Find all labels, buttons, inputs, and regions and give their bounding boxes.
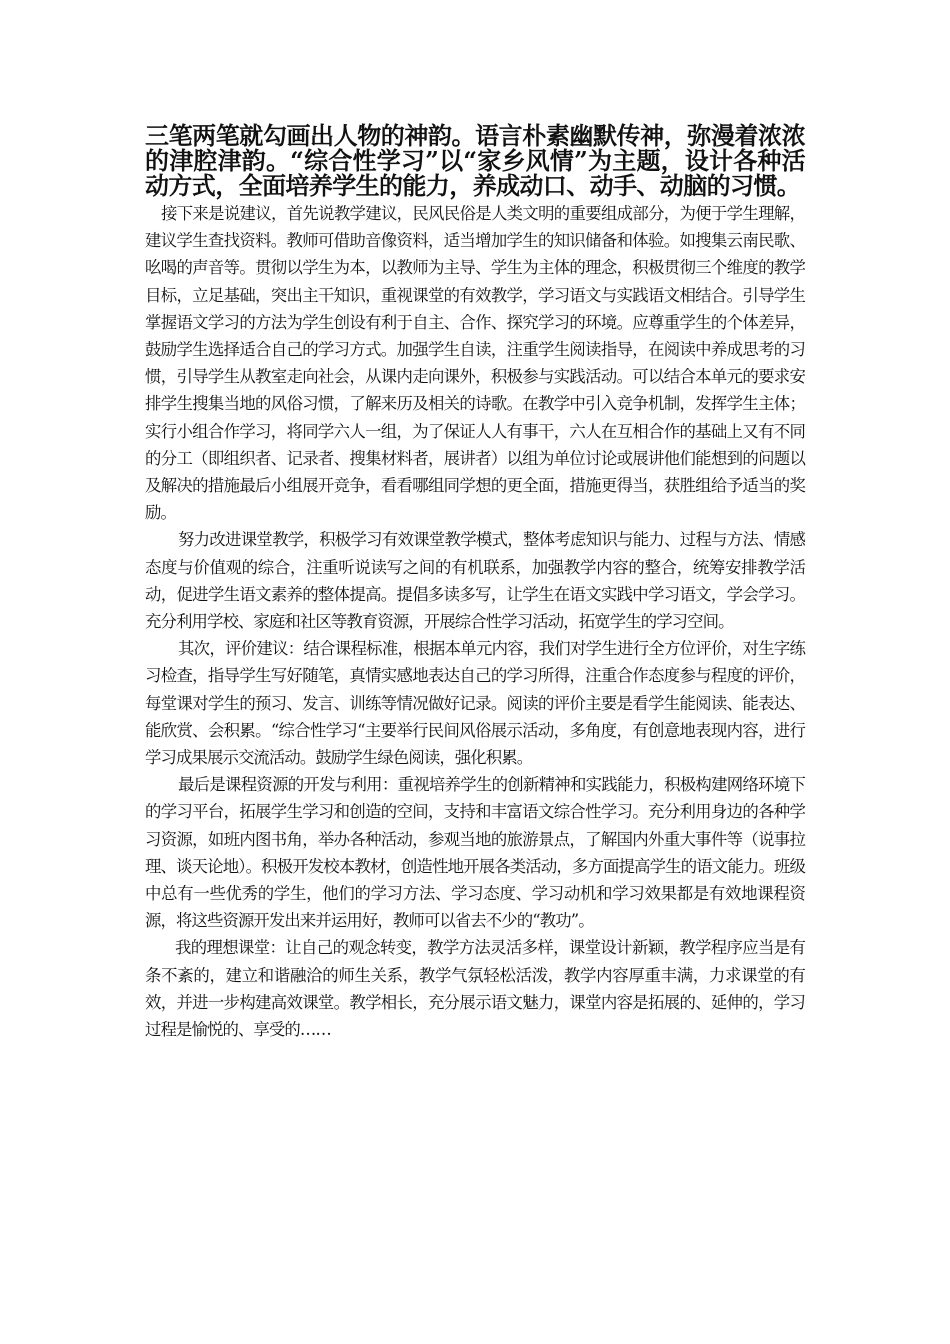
- paragraph-ideal-classroom: 我的理想课堂：让自己的观念转变，教学方法灵活多样，课堂设计新颖，教学程序应当是有条不紊的，建立和谐融洽的师生关系，教学气氛轻松活泼，教学内容厚重丰满，力求课堂的有效，并进一步构建高效课堂。教学相长，充分展示语文魅力，课堂内容是拓展的、延伸的，学习过程是愉悦的、享受的……: [145, 938, 805, 1040]
- document-page: [145, 123, 805, 1043]
- paragraph-resources: 最后是课程资源的开发与利用：重视培养学生的创新精神和实践能力，积极构建网络环境下的学习平台，拓展学生学习和创造的空间，支持和丰富语文综合性学习。充分利用身边的各种学习资源，如班内图书角，举办各种活动，参观当地的旅游景点，了解国内外重大事件等（说事拉理、谈天论地）。积极开发校本教材，创造性地开展各类活动，多方面提高学生的语文能力。班级中总有一些优秀的学生，他们的学习方法、学习态度、学习动机和学习效果都是有效地课程资源，将这些资源开发出来并运用好，教师可以省去不少的“教功”。: [145, 775, 805, 931]
- paragraph-suggestions: 接下来是说建议，首先说教学建议，民风民俗是人类文明的重要组成部分，为便于学生理解，建议学生查找资料。教师可借助音像资料，适当增加学生的知识储备和体验。如搜集云南民歌、吆喝的声音等。贯彻以学生为本，以教师为主导、学生为主体的理念，积极贯彻三个维度的教学目标，立足基础，突出主干知识，重视课堂的有效教学，学习语文与实践语文相结合。引导学生掌握语文学习的方法为学生创设有利于自主、合作、探究学习的环境。应尊重学生的个体差异，鼓励学生选择适合自己的学习方式。加强学生自读，注重学生阅读指导，在阅读中养成思考的习惯，引导学生从教室走向社会，从课内走向课外，积极参与实践活动。可以结合本单元的要求安排学生搜集当地的风俗习惯，了解来历及相关的诗歌。在教学中引入竞争机制，发挥学生主体；实行小组合作学习，将同学六人一组，为了保证人人有事干，六人在互相合作的基础上又有不同的分工（即组织者、记录者、搜集材料者，展讲者）以组为单位讨论或展讲他们能想到的问题以及解决的措施最后小组展开竞争，看看哪组同学想的更全面，措施更得当，获胜组给予适当的奖励。: [145, 204, 805, 523]
- paragraph-classroom-teaching: 努力改进课堂教学，积极学习有效课堂教学模式，整体考虑知识与能力、过程与方法、情感态度与价值观的综合，注重听说读写之间的有机联系，加强教学内容的整合，统筹安排教学活动，促进学生语文素养的整体提高。提倡多读多写，让学生在语文实践中学习语文，学会学习。充分利用学校、家庭和社区等教育资源，开展综合性学习活动，拓宽学生的学习空间。: [145, 530, 805, 632]
- paragraph-evaluation: 其次，评价建议：结合课程标准，根据本单元内容，我们对学生进行全方位评价，对生字练习检查，指导学生写好随笔，真情实感地表达自己的学习所得，注重合作态度参与程度的评价，每堂课对学生的预习、发言、训练等情况做好记录。阅读的评价主要是看学生能阅读、能表达、能欣赏、会积累。“综合性学习“主要举行民间风俗展示活动，多角度，有创意地表现内容，进行学习成果展示交流活动。鼓励学生绿色阅读，强化积累。: [145, 639, 805, 768]
- intro-paragraph: 三笔两笔就勾画出人物的神韵。语言朴素幽默传神，弥漫着浓浓的津腔津韵。“综合性学习”以“家乡风情”为主题，设计各种活动方式，全面培养学生的能力，养成动口、动手、动脑的习惯。: [145, 121, 805, 200]
